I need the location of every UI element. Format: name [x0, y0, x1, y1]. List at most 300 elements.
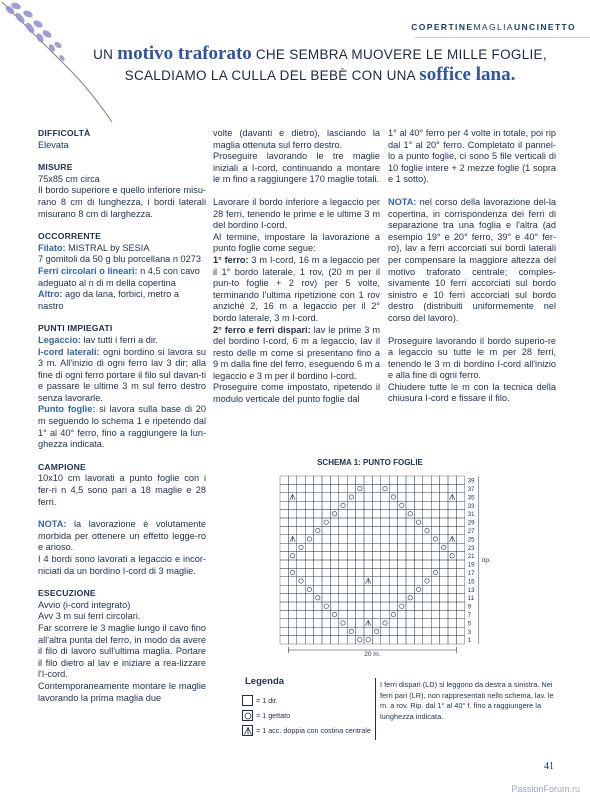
chart-cell — [440, 493, 448, 501]
chart-cell — [448, 510, 456, 518]
chart-cell — [339, 518, 347, 526]
section-label-thin: MAGLIA — [473, 22, 514, 32]
chart-cell — [280, 501, 288, 509]
chart-cell — [314, 510, 322, 518]
chart-cell — [406, 627, 414, 635]
chart-cell — [440, 518, 448, 526]
chart-cell — [414, 610, 422, 618]
chart-cell — [456, 518, 464, 526]
chart-cell — [330, 484, 338, 492]
chart-cell — [440, 484, 448, 492]
chart-cell — [431, 568, 439, 576]
legend-item-dir — [242, 695, 278, 706]
chart-cell — [423, 501, 431, 509]
width-label: 20 m. — [364, 651, 381, 658]
row-number: 27 — [467, 529, 475, 535]
chart-cell — [456, 526, 464, 534]
chart-cell — [280, 594, 288, 602]
yarn-over-mark — [316, 528, 320, 532]
chart-cell — [423, 484, 431, 492]
headline-text: SCALDIAMO LA CULLA DEL BEBÈ CON UNA — [124, 68, 420, 83]
chart-cell — [305, 636, 313, 644]
chart-cell — [440, 610, 448, 618]
chart-cell — [423, 577, 431, 585]
chart-cell — [381, 585, 389, 593]
chart-cell — [406, 484, 414, 492]
chart-cell — [440, 568, 448, 576]
yarn-over-mark — [299, 545, 303, 549]
chart-cell — [389, 585, 397, 593]
yarn-over-mark — [400, 503, 404, 507]
chart-cell — [356, 627, 364, 635]
chart-cell — [297, 577, 305, 585]
chart-cell — [364, 610, 372, 618]
chart-cell — [431, 627, 439, 635]
chart-cell — [288, 476, 296, 484]
yarn-over-mark — [425, 528, 429, 532]
chart-cell — [398, 518, 406, 526]
chart-cell — [356, 585, 364, 593]
chart-cell — [456, 627, 464, 635]
chart-cell — [297, 636, 305, 644]
heading-difficolta: DIFFICOLTÀ — [38, 128, 91, 138]
chart-cell — [406, 535, 414, 543]
chart-cell — [440, 552, 448, 560]
chart-cell — [305, 594, 313, 602]
chart-cell — [297, 493, 305, 501]
yarn-over-mark — [450, 554, 454, 558]
yarn-over-mark — [299, 579, 303, 583]
chart-cell — [347, 510, 355, 518]
chart-cell — [372, 535, 380, 543]
chart-cell — [440, 619, 448, 627]
ferro-2-line — [213, 325, 380, 383]
double-decrease-mark — [366, 620, 371, 625]
chart-cell — [322, 535, 330, 543]
chart-cell — [330, 627, 338, 635]
chart-cell — [414, 594, 422, 602]
chart-cell — [423, 560, 431, 568]
yarn-over-mark — [358, 638, 362, 642]
chart-cell — [456, 610, 464, 618]
chart-cell — [339, 543, 347, 551]
col3-nota-label: NOTA: — [388, 196, 417, 207]
chart-cell — [406, 526, 414, 534]
ferri-line — [38, 266, 206, 289]
chart-cell — [372, 476, 380, 484]
chart-cell — [356, 610, 364, 618]
chart-cell — [330, 610, 338, 618]
chart-cell — [356, 636, 364, 644]
icord-value: ogni bordino si lavora su 3 m. All'inizio di ogni ferro lav 3 dir; alla fine di ogni ferro portare il filo sul davan-ti e passare le ultime 3 m sul ferro destro senza lavorarle. — [38, 346, 207, 403]
chart-cell — [398, 552, 406, 560]
chart-cell — [431, 560, 439, 568]
chart-cell — [280, 636, 288, 644]
chart-cell — [389, 501, 397, 509]
chart-cell — [398, 476, 406, 484]
chart-cell — [305, 627, 313, 635]
chart-cell — [431, 526, 439, 534]
chart-cell — [364, 636, 372, 644]
empty-square-icon — [242, 695, 253, 706]
chart-cell — [389, 619, 397, 627]
chart-cell — [322, 560, 330, 568]
chart-cell — [305, 518, 313, 526]
chart-cell — [456, 619, 464, 627]
chart-cell — [431, 552, 439, 560]
altro-value: ago da lana, forbici, metro a nastro — [38, 289, 179, 311]
chart-cell — [364, 518, 372, 526]
chart-cell — [406, 594, 414, 602]
chart-cell — [389, 602, 397, 610]
puntof-line — [38, 404, 206, 450]
row-number: 23 — [467, 545, 475, 552]
chart-cell — [423, 493, 431, 501]
chart-cell — [406, 585, 414, 593]
chart-cell — [288, 585, 296, 593]
chart-cell — [280, 560, 288, 568]
chart-cell — [288, 560, 296, 568]
chart-cell — [288, 510, 296, 518]
chart-cell — [330, 493, 338, 501]
chart-cell — [339, 636, 347, 644]
chart-cell — [364, 501, 372, 509]
chart-cell — [456, 535, 464, 543]
row-number: 11 — [467, 596, 475, 603]
chart-cell — [305, 560, 313, 568]
chart-cell — [398, 484, 406, 492]
chart-cell — [330, 568, 338, 576]
chart-cell — [448, 543, 456, 551]
chart-cell — [381, 610, 389, 618]
chart-cell — [414, 627, 422, 635]
chart-cell — [406, 493, 414, 501]
chart-cell — [381, 619, 389, 627]
chart-cell — [389, 594, 397, 602]
chart-cell — [372, 493, 380, 501]
chart-cell — [330, 560, 338, 568]
chart-cell — [297, 585, 305, 593]
chart-cell — [389, 476, 397, 484]
nota-line — [38, 519, 206, 554]
chart-cell — [381, 476, 389, 484]
chart-cell — [288, 602, 296, 610]
chart-cell — [389, 484, 397, 492]
chart-cell — [297, 568, 305, 576]
chart-cell — [448, 518, 456, 526]
chart-cell — [431, 610, 439, 618]
row-number: 29 — [467, 520, 475, 527]
legaccio-label: Legaccio: — [38, 334, 81, 345]
chart-cell — [347, 577, 355, 585]
ferro-1-value: 3 m I-cord, 16 m a legaccio per il 1° bordo laterale, 1 rov, (20 m per il pun-to foglie + 2 rov) per 5 volte, terminando l'ultima ripetizione con 1 rov anziché 2, 16 m a legaccio per il 2° bordo laterale, 3 m I-cord. — [213, 254, 380, 323]
chart-cell — [423, 552, 431, 560]
heading-campione: CAMPIONE — [38, 461, 86, 472]
row-number: 3 — [467, 629, 472, 636]
yarn-over-mark — [383, 621, 387, 625]
chart-cell — [381, 518, 389, 526]
ferri-value: n 4,5 con cavo adeguato al n di m della copertina — [38, 265, 200, 288]
chart-cell — [280, 518, 288, 526]
chart-cell — [314, 552, 322, 560]
double-decrease-mark — [366, 578, 371, 583]
chart-cell — [347, 602, 355, 610]
chart-cell — [305, 552, 313, 560]
schema-title: SCHEMA 1: PUNTO FOGLIE — [317, 458, 423, 467]
heading-punti: PUNTI IMPIEGATI — [38, 323, 113, 334]
chart-cell — [372, 552, 380, 560]
chart-cell — [322, 484, 330, 492]
chart-cell — [372, 510, 380, 518]
chart-cell — [423, 510, 431, 518]
rip-label: rip. — [481, 557, 491, 564]
headline — [80, 44, 560, 86]
yarn-over-mark — [400, 604, 404, 608]
chart-cell — [339, 552, 347, 560]
chart-cell — [423, 526, 431, 534]
chart-cell — [456, 594, 464, 602]
chart-cell — [330, 619, 338, 627]
chart-cell — [314, 602, 322, 610]
row-number: 9 — [467, 604, 472, 611]
chart-cell — [372, 577, 380, 585]
chart-cell — [440, 526, 448, 534]
yarn-over-mark — [341, 503, 345, 507]
watermark: PassionForum.ru — [511, 784, 580, 794]
chart-cell — [456, 476, 464, 484]
row-number: 33 — [467, 503, 475, 510]
chart-cell — [322, 577, 330, 585]
chart-cell — [314, 476, 322, 484]
chart-cell — [381, 526, 389, 534]
chart-cell — [330, 577, 338, 585]
chart-cell — [356, 602, 364, 610]
col3-nota — [388, 197, 556, 325]
yarn-over-mark — [307, 587, 311, 591]
nota-detail: I 4 bordi sono lavorati a legaccio e incor-niciati da un bordino I-cord di 3 maglie. — [38, 554, 206, 576]
chart-cell — [330, 552, 338, 560]
chart-cell — [431, 476, 439, 484]
headline-text: UN — [93, 47, 118, 62]
chart-cell — [398, 493, 406, 501]
chart-cell — [414, 560, 422, 568]
chart-cell — [297, 619, 305, 627]
chart-cell — [448, 585, 456, 593]
chart-cell — [381, 543, 389, 551]
chart-cell — [389, 518, 397, 526]
yarn-over-mark — [442, 545, 446, 549]
chart-cell — [456, 501, 464, 509]
chart-cell — [448, 552, 456, 560]
yarn-over-mark — [324, 604, 328, 608]
chart-cell — [322, 552, 330, 560]
yarn-over-mark — [358, 486, 362, 490]
chart-cell — [322, 568, 330, 576]
chart-cell — [356, 577, 364, 585]
chart-cell — [347, 543, 355, 551]
chart-cell — [305, 535, 313, 543]
ferri-label: Ferri circolari o lineari: — [38, 265, 138, 276]
schema-chart — [268, 458, 508, 668]
legend-label: = 1 acc. doppia con costina centrale — [256, 726, 371, 735]
chart-cell — [448, 484, 456, 492]
chart-cell — [423, 619, 431, 627]
chart-cell — [414, 510, 422, 518]
chart-cell — [356, 476, 364, 484]
chart-cell — [389, 610, 397, 618]
chart-cell — [322, 501, 330, 509]
chart-cell — [440, 636, 448, 644]
chart-cell — [288, 577, 296, 585]
chart-cell — [398, 610, 406, 618]
chart-cell — [414, 535, 422, 543]
col3-nota-value: nel corso della lavorazione del-la copertina, in corrispondenza dei ferri di separazione tra una foglia e l'altra (ad esempio 19° e 20° ferro, 39° e 40° fer-ro), lav a ferri accorciati sui bordi laterali per compensare la maggiore altezza del motivo traforato centrale; comples-sivamente 10 ferri accorciati sul bordo sinistro e 10 ferri accorciati sul bordo destro (distribuiti uniformemente nel corso del lavoro). — [388, 196, 556, 323]
chart-cell — [288, 627, 296, 635]
chart-cell — [406, 602, 414, 610]
chart-cell — [330, 518, 338, 526]
chart-cell — [339, 594, 347, 602]
chart-cell — [347, 535, 355, 543]
legend-label: = 1 gettato — [256, 711, 291, 720]
chart-cell — [381, 602, 389, 610]
chart-cell — [448, 526, 456, 534]
chart-cell — [314, 610, 322, 618]
chart-cell — [347, 568, 355, 576]
yarn-over-mark — [290, 554, 294, 558]
chart-cell — [280, 552, 288, 560]
filato-detail: 7 gomitoli da 50 g blu porcellana n 0273 — [38, 254, 201, 265]
chart-cell — [339, 535, 347, 543]
chart-cell — [347, 627, 355, 635]
chart-cell — [372, 543, 380, 551]
row-number: 19 — [467, 562, 475, 569]
ferro-1-line — [213, 255, 380, 325]
chart-cell — [398, 510, 406, 518]
chart-cell — [314, 493, 322, 501]
chart-cell — [322, 510, 330, 518]
chart-cell — [398, 568, 406, 576]
chart-cell — [372, 518, 380, 526]
chart-cell — [322, 619, 330, 627]
chart-cell — [297, 610, 305, 618]
chart-cell — [431, 585, 439, 593]
chart-cell — [389, 577, 397, 585]
chart-cell — [280, 535, 288, 543]
chart-cell — [372, 602, 380, 610]
chart-cell — [314, 501, 322, 509]
chart-cell — [314, 535, 322, 543]
chart-cell — [330, 535, 338, 543]
chart-cell — [381, 594, 389, 602]
yarn-over-mark — [391, 612, 395, 616]
chart-cell — [440, 627, 448, 635]
chart-cell — [398, 577, 406, 585]
chart-cell — [330, 602, 338, 610]
chart-cell — [372, 610, 380, 618]
chart-cell — [288, 484, 296, 492]
chart-cell — [330, 526, 338, 534]
chart-cell — [431, 636, 439, 644]
chart-cell — [389, 543, 397, 551]
chart-cell — [448, 501, 456, 509]
chart-cell — [381, 568, 389, 576]
chart-cell — [314, 543, 322, 551]
chart-cell — [398, 627, 406, 635]
chart-cell — [423, 543, 431, 551]
chart-cell — [456, 560, 464, 568]
chart-cell — [305, 610, 313, 618]
chart-cell — [314, 518, 322, 526]
chart-cell — [431, 535, 439, 543]
chart-cell — [322, 594, 330, 602]
chart-cell — [414, 501, 422, 509]
legend-item-acc — [242, 725, 371, 736]
chart-cell — [398, 501, 406, 509]
chart-cell — [305, 476, 313, 484]
legend-label: = 1 dir. — [256, 696, 278, 705]
chart-cell — [339, 577, 347, 585]
chart-cell — [414, 526, 422, 534]
yarn-over-mark — [332, 612, 336, 616]
chart-cell — [364, 552, 372, 560]
chart-cell — [305, 526, 313, 534]
chart-cell — [448, 636, 456, 644]
row-number: 21 — [467, 554, 475, 561]
chart-cell — [364, 510, 372, 518]
chart-cell — [356, 535, 364, 543]
row-number: 39 — [467, 478, 475, 485]
campione-value: 10x10 cm lavorati a punto foglie con i fer-ri n 4,5 sono pari a 18 maglie e 28 ferri. — [38, 473, 206, 507]
heading-esecuzione: ESECUZIONE — [38, 588, 96, 599]
header-rule — [415, 37, 590, 38]
chart-cell — [381, 577, 389, 585]
chart-cell — [280, 585, 288, 593]
chart-cell — [297, 552, 305, 560]
chart-cell — [364, 627, 372, 635]
chart-cell — [314, 577, 322, 585]
filato-value: MISTRAL by SESIA — [65, 242, 150, 253]
chart-cell — [381, 493, 389, 501]
chart-cell — [431, 602, 439, 610]
chart-cell — [448, 619, 456, 627]
chart-cell — [448, 476, 456, 484]
chart-cell — [431, 619, 439, 627]
chart-cell — [398, 535, 406, 543]
chart-cell — [414, 602, 422, 610]
esecuzione-4: Contemporaneamente montare le maglie lavorando la prima maglia due — [38, 680, 206, 703]
chart-cell — [398, 585, 406, 593]
yarn-over-mark — [383, 486, 387, 490]
col2-p4: Al termine, impostare la lavorazione a punto foglie come segue: — [213, 231, 380, 254]
chart-cell — [456, 552, 464, 560]
chart-cell — [431, 577, 439, 585]
chart-cell — [406, 610, 414, 618]
double-decrease-mark — [290, 494, 295, 499]
yarn-over-mark — [366, 638, 370, 642]
icord-line — [38, 347, 206, 405]
yarn-over-mark — [391, 495, 395, 499]
chart-cell — [322, 627, 330, 635]
chart-cell — [414, 577, 422, 585]
chart-cell — [305, 493, 313, 501]
chart-cell — [356, 510, 364, 518]
misure-detail: Il bordo superiore e quello inferiore misu-rano 8 cm di lunghezza, i bordi laterali misurano 8 cm di larghezza. — [38, 185, 206, 219]
chart-cell — [431, 594, 439, 602]
chart-cell — [440, 577, 448, 585]
chart-cell — [364, 594, 372, 602]
chart-cell — [280, 619, 288, 627]
puntof-label: Punto foglie: — [38, 404, 96, 415]
